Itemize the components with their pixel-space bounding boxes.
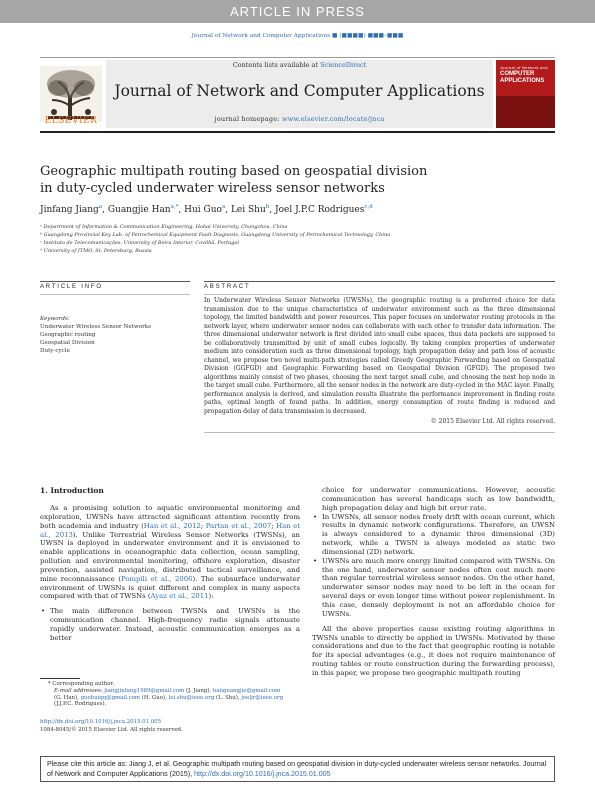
body-column-right	[312, 486, 555, 678]
author-affil-mark[interactable]: c,d	[364, 204, 373, 210]
reference-link[interactable]: Han et al., 2012	[143, 521, 201, 530]
cover-title	[500, 71, 544, 84]
author-name: Joel J.P.C Rodrigues	[275, 205, 365, 215]
bullet-item: • UWSNs are much more energy limited compared with TWSNs. On the one hand, underwater sensor nodes often cost much more than regular terrestrial wireless sensor nodes. On the other hand, underwater sensor nodes may need to be left in the ocean for several days or even longer time without power replenishment. In this case, densely deployment is not an affordable choice for UWSNs.	[312, 557, 555, 619]
masthead-divider	[40, 131, 555, 133]
cover-line1: Journal of Network and	[500, 65, 548, 70]
email-link[interactable]: joeljr@ieee.org	[241, 694, 284, 701]
bullet-item: • In UWSNs, all sensor nodes freely drift with ocean current, which results in dynamic network configurations. Therefore, an UWSN is always considered to a dynamic three dimensional (3D) network, while a TWSN is always modeled as static two dimensional (2D) network.	[312, 513, 555, 557]
email-link[interactable]: guohuiqq@gmail.com	[80, 694, 141, 701]
author-affil-mark[interactable]: a	[98, 204, 103, 210]
abstract-subrule	[204, 294, 555, 295]
homepage-prefix: journal homepage:	[214, 115, 280, 123]
reference-link[interactable]: Pompili et al., 2006	[121, 574, 193, 583]
intro-paragraph: As a promising solution to aquatic environmental monitoring and exploration, UWSNs have attracted significant attention recently from both academia and industry (Han et al., 2012; Partan et al., 2007; Han et al., 2013). Unlike Terrestrial Wireless Sensor Networks (TWSNs), an UWSN is deployed in underwater environment and it is envisioned to enable applications in oceanographic data collection, ocean sampling, pollution and environmental monitoring, offshore exploration, disaster prevention, assisted navigation, distributed tactical surveillance, and mine reconnaissance (Pompili et al., 2006). The subsurface underwater environment of UWSNs is quiet different and complex in many aspects compared with that of TWSNs (Ayaz et al., 2011):	[40, 504, 301, 601]
bullet-item: • The main difference between TWSNs and UWSNs is the communication channel. High-frequency radio signals attenuate rapidly underwater. Instead, acoustic communication emerges as a better	[40, 607, 300, 642]
keyword: Underwater Wireless Sensor Networks	[40, 324, 152, 330]
reference-link[interactable]: Partan et al., 2007	[205, 521, 272, 530]
author-affil-mark[interactable]: a,*	[170, 204, 179, 210]
corresponding-author-note: * Corresponding author.	[48, 681, 115, 687]
author-name: Jinfang Jiang	[40, 205, 99, 215]
doi-link[interactable]: http://dx.doi.org/10.1016/j.jnca.2015.01.005	[40, 719, 162, 725]
email-link[interactable]: lei.shu@ieee.org	[168, 694, 215, 701]
abstract-heading: ABSTRACT	[204, 284, 251, 290]
affiliation: ᵈ University of ITMO, St. Petersburg, Russia	[40, 248, 152, 254]
citation-doi-link[interactable]: http://dx.doi.org/10.1016/j.jnca.2015.01.005	[194, 770, 331, 778]
homepage-link[interactable]: www.elsevier.com/locate/jnca	[281, 115, 385, 123]
abstract-text: In Underwater Wireless Sensor Networks (UWSNs), the geographic routing is a preferred choice for data transmission due to the unique characteristics of underwater environment such as the three dimensional topology, the limited bandwidth and power resources. This paper focuses on underwater routing protocols in the network layer, where underwater sensor nodes can collaborate with each other to transfer data information. The three dimensional underwater network is first divided into small cube spaces, thus data packets are supposed to be collaboratively transmitted by unit of small cubes logically. By taking complex properties of underwater medium into consideration such as three dimensional topology, high propagation delay and path loss of acoustic channel, we propose two novel multi-path strategies called Greedy Geographic Forwarding based on Geospatial Division (GGFGD) and Geographic Forwarding based on Geospatial Division (GFGD). The proposed two algorithms mainly consist of two phases, choosing the next target small cube, and choosing the next hop node in the target small cube. Furthermore, all the sensor nodes in the network are duty-cycled in the MAC layer. Finally, performance analysis is derived, and simulation results illustrate the performance improvement in finding route paths, optimal length of found paths. In addition, energy consumption of route finding is reduced and propagation delay of data transmission is decreased.	[204, 297, 555, 415]
affiliation: ᵇ Guangdong Provincial Key Lab. of Petrochemical Equipment Fault Diagnosis, Guangdong University of Petrochemical Technology, China	[40, 232, 391, 238]
author-affil-mark[interactable]: a	[221, 204, 226, 210]
author-name: Guangjie Han	[107, 205, 171, 215]
footnote-rule	[40, 678, 80, 679]
reference-link[interactable]: Han et al., 2013	[40, 521, 300, 539]
journal-cover-thumbnail	[496, 60, 555, 128]
abstract-rule	[204, 281, 555, 282]
abstract-copyright: © 2015 Elsevier Ltd. All rights reserved.	[430, 418, 555, 425]
keywords-label: Keywords:	[40, 316, 70, 322]
article-info-subrule	[40, 294, 190, 295]
title-line2: in duty-cycled underwater wireless sensor networks	[40, 181, 385, 196]
article-title	[40, 163, 555, 197]
body-column-left	[40, 504, 300, 643]
email-link[interactable]: hanguangjie@gmail.com	[212, 688, 281, 694]
intro-paragraph: All the above properties cause existing routing algorithms in TWSNs unable to directly be applied in UWSNs. Motivated by these considerations and due to the fact that geographic routing is notable for its special advantages (e.g., it does not require maintenance of routing tables or route construction during the forwarding process), in this paper, we propose two geographic multipath routing	[312, 624, 555, 677]
bullet-continuation: choice for underwater communications. However, acoustic communication has several handicaps such as low bandwidth, high propagation delay and high bit error rate.	[322, 486, 555, 512]
keyword: Geospatial Division	[40, 340, 95, 346]
journal-title: Journal of Network and Computer Applications	[114, 82, 485, 100]
email-link[interactable]: jiangjinfang1989@gmail.com	[104, 688, 185, 694]
keywords-block	[40, 315, 190, 355]
contents-line	[106, 61, 493, 69]
article-info-rule	[40, 281, 190, 282]
author-affil-mark[interactable]: b	[265, 204, 270, 210]
author-name: Lei Shu	[230, 205, 266, 215]
sciencedirect-link[interactable]: ScienceDirect	[320, 61, 367, 69]
cover-image	[496, 96, 555, 128]
article-in-press-banner: ARTICLE IN PRESS	[0, 0, 595, 23]
abstract-bottom-rule	[204, 432, 555, 433]
author-name: Hui Guo	[184, 205, 222, 215]
running-head: Journal of Network and Computer Applications ■ (■■■■) ■■■–■■■	[191, 33, 404, 39]
cover-line3: APPLICATIONS	[500, 77, 545, 84]
keyword: Duty-cycle	[40, 348, 70, 354]
journal-homepage	[106, 115, 493, 123]
citation-text: Please cite this article as: Jiang J, et al. Geographic multipath routing based on geospatial division in duty-cycled underwater wireless sensor networks. Journal of Network and Computer Applications (2015),	[47, 760, 547, 778]
affiliation: ᵃ Department of Information & Communication Engineering, Hohai University, Changzhou, China	[40, 224, 288, 230]
affiliation: ᶜ Instituto de Telecomunicações, University of Beira Interior, Covilhã, Portugal	[40, 240, 240, 246]
publisher-wordmark: ELSEVIER	[44, 116, 98, 126]
contents-prefix: Contents lists available at	[232, 61, 319, 69]
author-list: Jinfang Jiang$^a$, Guangjie Han$^{a,*}$, Hui Guo$^a$, Lei Shu$^b$, Joel J.P.C Rodrigues$^{c,d}$	[40, 204, 373, 215]
article-info-heading: ARTICLE INFO	[40, 284, 103, 290]
title-line1: Geographic multipath routing based on geospatial division	[40, 164, 428, 179]
citation-box	[40, 756, 555, 782]
header-divider	[40, 57, 555, 58]
cover-line2: COMPUTER	[500, 71, 535, 77]
keyword: Geographic routing	[40, 332, 96, 338]
issn-line: 1084-8045/© 2015 Elsevier Ltd. All rights reserved.	[40, 727, 183, 733]
reference-link[interactable]: Ayaz et al., 2011	[150, 592, 209, 601]
email-addresses: E-mail addresses: jiangjinfang1989@gmail.com (J. Jiang), hanguangjie@gmail.com (G. Han), guohuiqq@gmail.com (H. Guo), lei.shu@ieee.org (L. Shu), joeljr@ieee.org (J.J.P.C. Rodrigues).	[54, 688, 284, 708]
section-heading-introduction: 1. Introduction	[40, 486, 104, 495]
